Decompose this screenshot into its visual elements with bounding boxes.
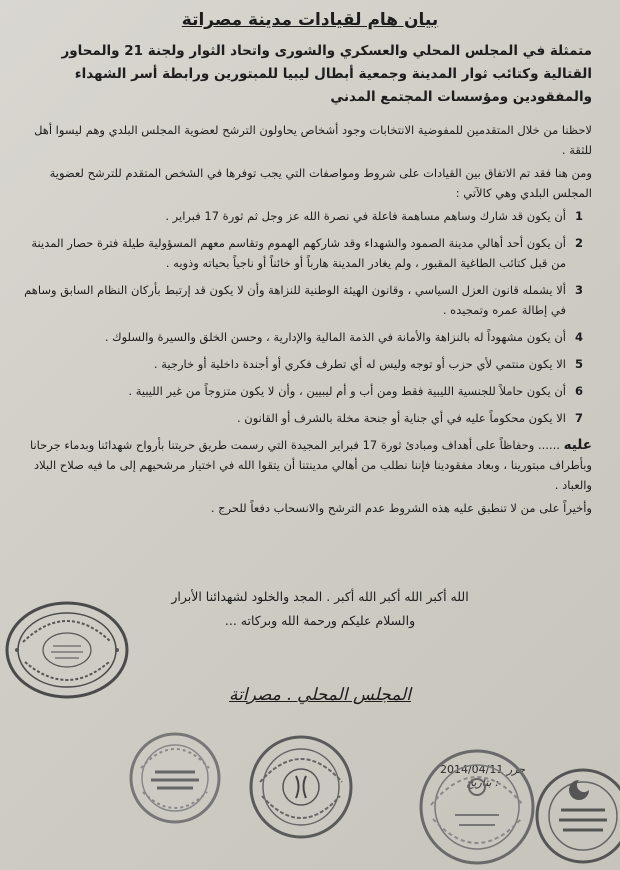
condition-text: أن يكون أحد أهالي مدينة الصمود والشهداء وقد شاركهم الهموم وتقاسم معهم المسؤولية طيلة فترة حصار المدينة من قبل كتائب الطاغية المقبور ، ولم يغادر المدينة هارباً أو خائناً أو ناجياً بحياته وذويه . (31, 236, 566, 270)
condition-number: 7 (574, 411, 583, 425)
closing-block (140, 585, 500, 633)
condition-number: 4 (574, 330, 583, 344)
condition-text: أن يكون حاملاً للجنسية الليبية فقط ومن أب و أم ليبيين ، وأن لا يكون متزوجاً من غير الليبية . (128, 384, 566, 398)
stamp-3-icon (415, 745, 540, 870)
date-label: حرر بتاريخ : (466, 763, 526, 789)
condition-text: الا يكون محكوماً عليه في أي جناية أو جنحة مخلة بالشرف أو القانون . (236, 411, 566, 425)
paragraph-1: لاحظنا من خلال المتقدمين للمفوضية الانتخابات وجود أشخاص يحاولون الترشح لعضوية المجلس البلدي وهم ليسوا أهل للثقة . (34, 123, 592, 157)
condition-item (24, 381, 592, 401)
date-value: 2014/04/11 (439, 763, 504, 776)
stamp-2-icon (246, 732, 356, 842)
condition-number: 1 (574, 209, 583, 223)
stamp-4-icon (533, 758, 620, 870)
condition-number: 3 (574, 283, 583, 297)
document-body (24, 120, 592, 521)
final-paragraph: وأخيراً على من لا تنطبق عليه هذه الشروط عدم الترشح والانسحاب دفعاً للحرج . (210, 501, 592, 515)
intro-paragraph: متمثلة في المجلس المحلي والعسكري والشورى واتحاد الثوار ولجنة 21 والمحاور القتالية وكتائب ثوار المدينة وجمعية أبطال ليبيا للمبتورين ورابطة أسر الشهداء والمفقودين ومؤسسات المجتمع المدني (61, 43, 592, 105)
alayh-label: عليه (563, 437, 592, 453)
alayh-text: ...... وحفاظاً على أهداف ومبادئ ثورة 17 فبراير المجيدة التي رسمت طريق حريتنا بأرواح شهدائنا وبدماء جرحانا وبأطراف مبتورينا ، وبعاد مفقودينا فإننا نطلب من أهالي مدينتنا أن يتقوا الله في اختيار مرشحيهم إلى ما فيه صلاح البلاد والعباد . (29, 438, 592, 492)
conditions-list (24, 206, 592, 428)
closing-line-2: والسلام عليكم ورحمة الله وبركاته ... (224, 613, 416, 628)
condition-item (24, 354, 592, 374)
signature: المجلس المحلي . مصراتة (229, 685, 411, 705)
condition-item (24, 408, 592, 428)
condition-number: 6 (574, 384, 583, 398)
alayh-paragraph (24, 435, 592, 495)
paragraph-2: ومن هنا فقد تم الاتفاق بين القيادات على شروط ومواصفات التي يجب توفرها في الشخص المتقدم للترشح لعضوية المجلس البلدي وهي كالآتي : (49, 166, 592, 200)
condition-item (24, 280, 592, 320)
stamp-1-icon (125, 728, 225, 828)
condition-number: 5 (574, 357, 583, 371)
condition-text: أن يكون قد شارك وساهم مساهمة فاعلة في نصرة الله عز وجل ثم ثورة 17 فبراير . (165, 209, 566, 223)
condition-item (24, 206, 592, 226)
closing-line-1: الله أكبر الله أكبر الله أكبر . المجد والخلود لشهدائنا الأبرار (171, 589, 469, 604)
condition-number: 2 (574, 236, 583, 250)
condition-text: ألا يشمله قانون العزل السياسي ، وقانون الهيئة الوطنية للنزاهة وأن لا يكون قد إرتبط بأركان النظام السابق وساهم في إطالة عمره وتمجيده . (24, 283, 566, 317)
council-stamp-icon (3, 598, 131, 702)
condition-text: أن يكون مشهوداً له بالنزاهة والأمانة في الذمة المالية والإدارية ، وحسن الخلق والسيرة والسلوك . (104, 330, 566, 344)
condition-text: الا يكون منتمي لأي حزب أو توجه وليس له أي تطرف فكري أو أجندة داخلية أو خارجية . (153, 357, 566, 371)
condition-item (24, 327, 592, 347)
page-title: بيان هام لقيادات مدينة مصراتة (181, 10, 439, 30)
condition-item (24, 233, 592, 273)
